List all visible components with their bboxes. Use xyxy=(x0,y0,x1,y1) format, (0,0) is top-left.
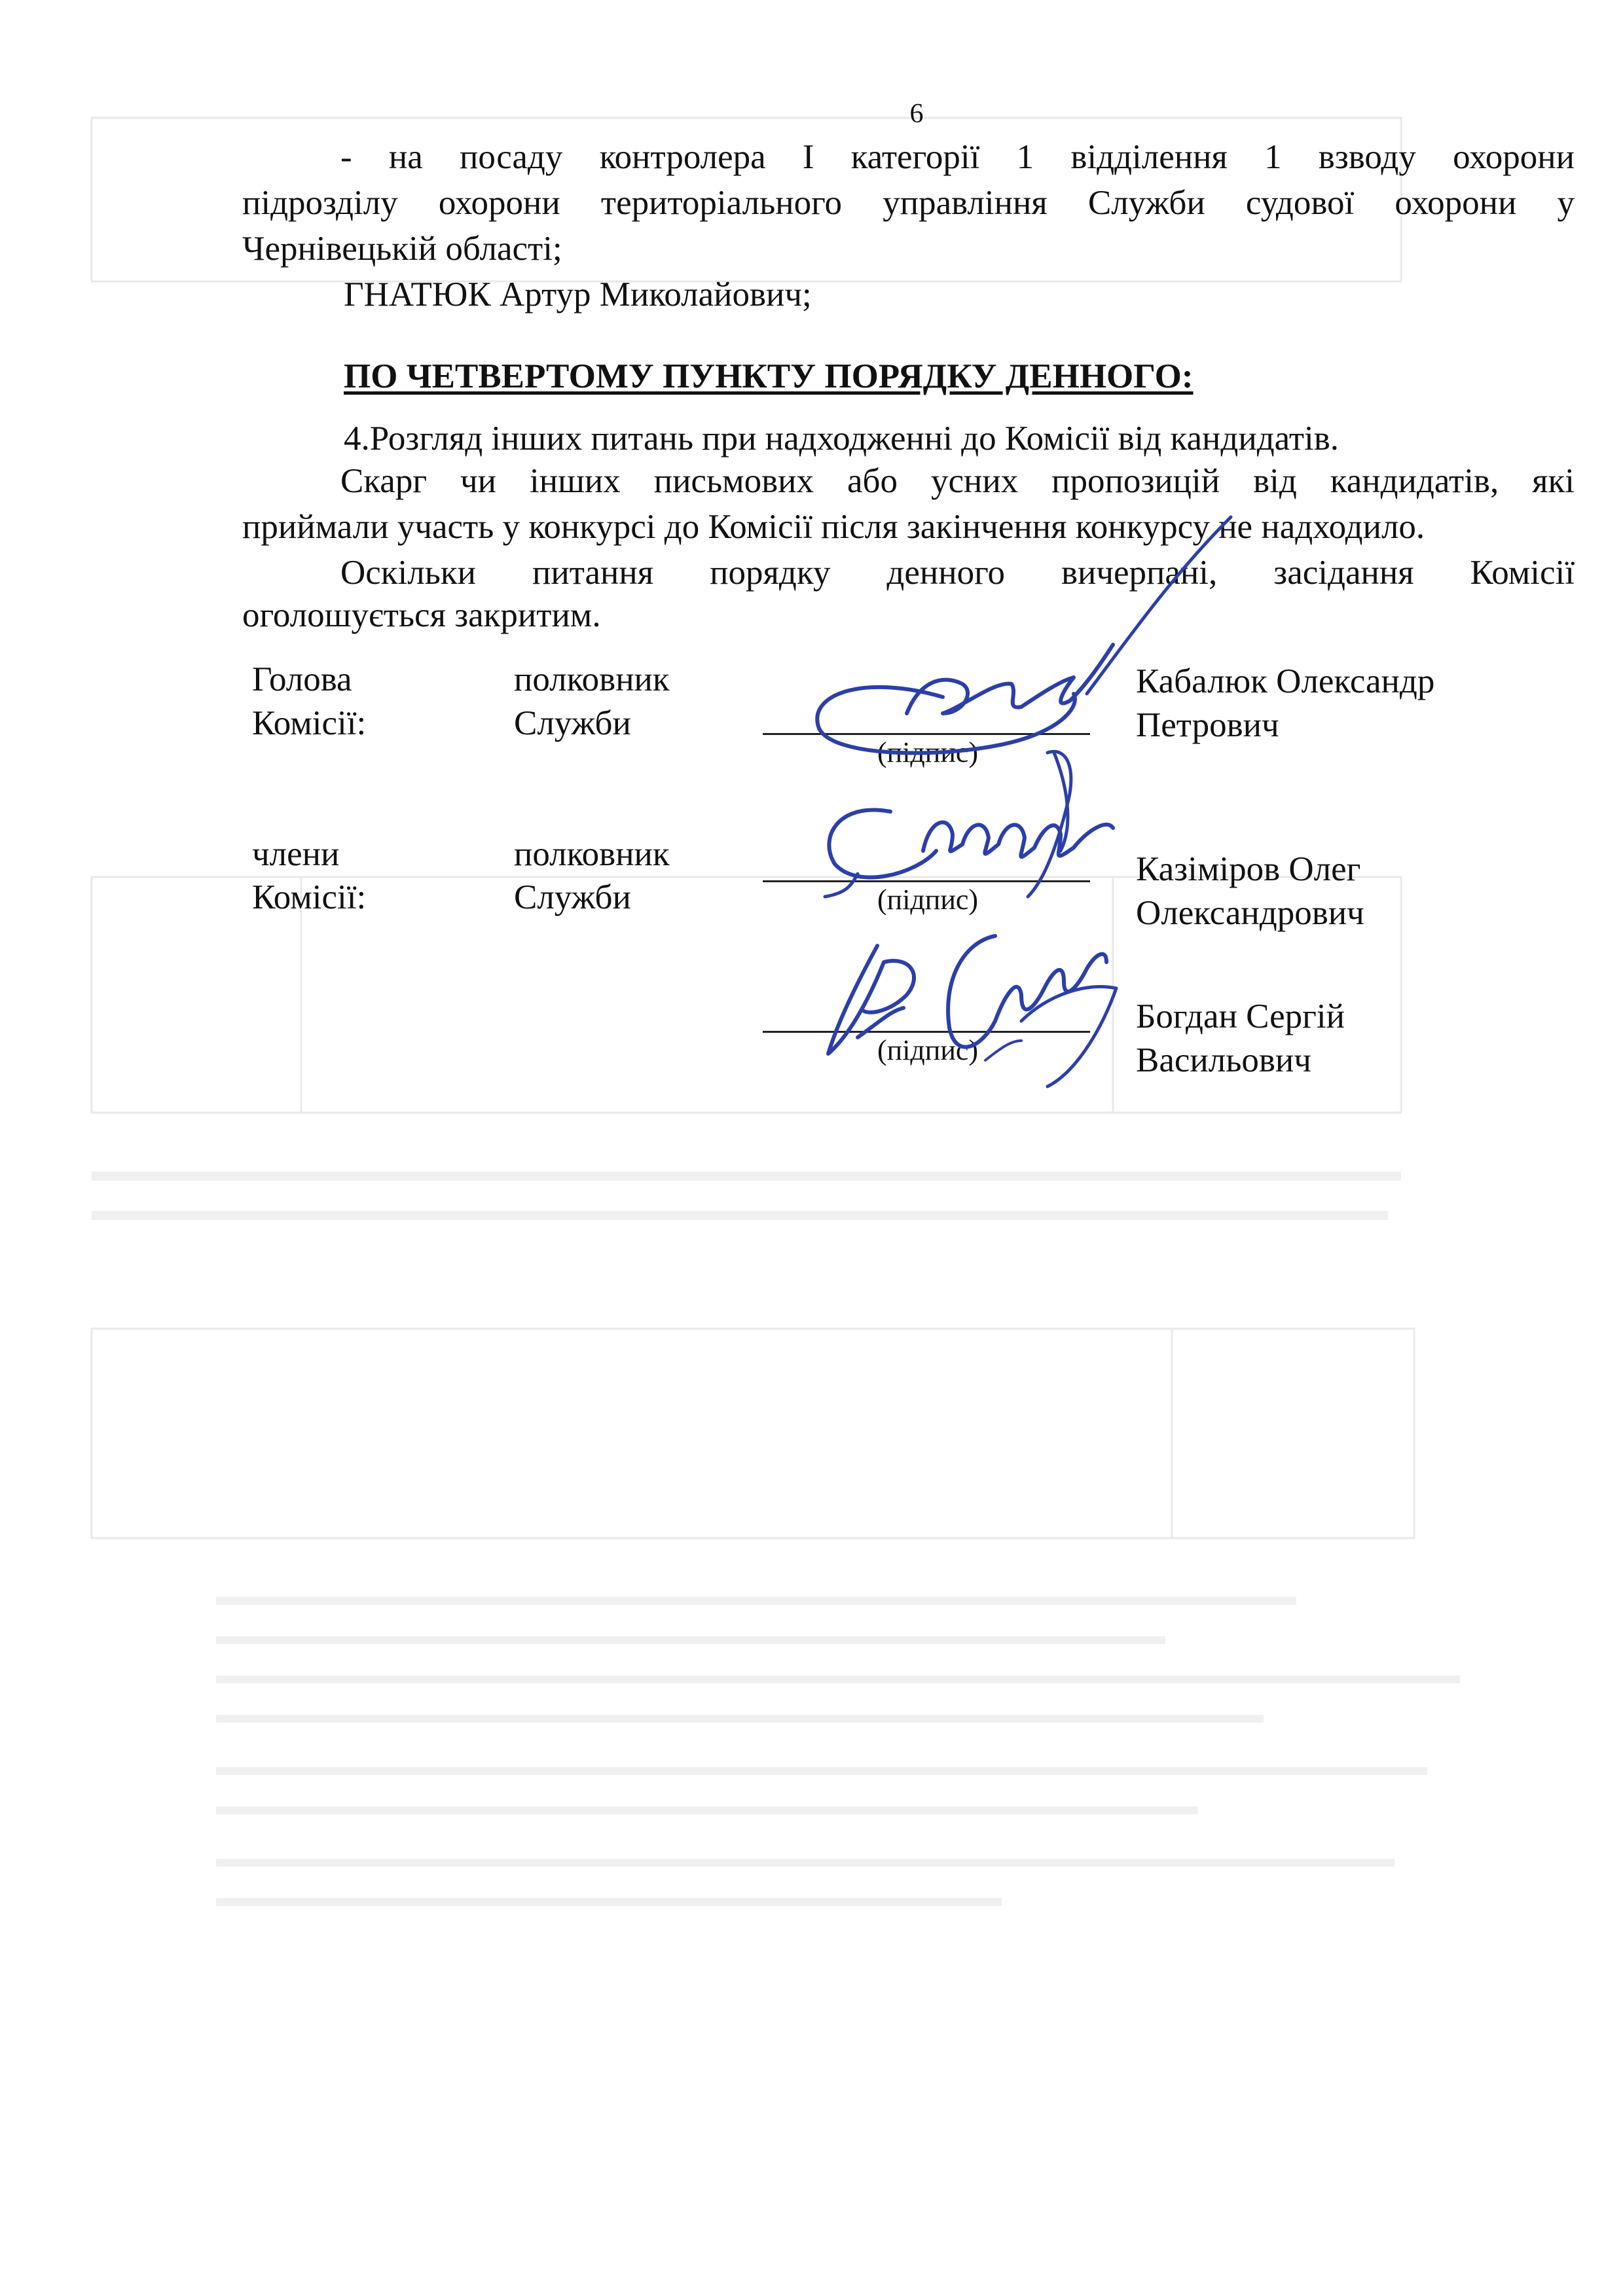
signer-name-line-2: Олександрович xyxy=(1136,894,1364,932)
role-line-1: члени xyxy=(252,835,340,873)
signature-3-stroke xyxy=(1021,986,1116,1086)
signature-3-stroke xyxy=(858,1008,903,1037)
rank-line-2: Служби xyxy=(514,878,631,916)
signature-3-stroke xyxy=(985,1041,1021,1060)
candidate-name: ГНАТЮК Артур Миколайович; xyxy=(344,276,812,314)
signature-2-stroke xyxy=(923,822,1113,857)
signer-name-line-1: Кабалюк Олександр xyxy=(1136,662,1435,700)
signature-2-stroke xyxy=(825,874,858,897)
complaints-line-1: Скарг чи інших письмових або усних пропозицій від кандидатів, які xyxy=(340,462,1575,500)
signature-2-stroke xyxy=(829,810,936,877)
signature-line xyxy=(763,1031,1090,1033)
signer-name-line-2: Петрович xyxy=(1136,706,1279,744)
closing-line-1: Оскільки питання порядку денного вичерпані, засідання Комісії xyxy=(340,554,1575,592)
page-number: 6 xyxy=(909,99,924,129)
signature-caption: (підпис) xyxy=(877,1034,979,1066)
signature-line xyxy=(763,733,1090,735)
rank-line-2: Служби xyxy=(514,704,631,742)
rank-line-1: полковник xyxy=(514,660,670,698)
signature-2-stroke xyxy=(1028,751,1071,897)
body-item-line-1: - на посаду контролера І категорії 1 відділення 1 взводу охорони xyxy=(340,138,1575,176)
signer-name-line-1: Казіміров Олег xyxy=(1136,850,1361,888)
signature-1-stroke xyxy=(907,645,1113,713)
signer-name-line-1: Богдан Сергій xyxy=(1136,997,1345,1035)
closing-line-2: оголошується закритим. xyxy=(242,596,601,634)
body-item-line-3: Чернівецькій області; xyxy=(242,230,562,268)
section-heading: ПО ЧЕТВЕРТОМУ ПУНКТУ ПОРЯДКУ ДЕННОГО: xyxy=(344,357,1194,395)
signature-1-stroke xyxy=(1054,753,1068,851)
signature-caption: (підпис) xyxy=(877,884,979,916)
signer-name-line-2: Васильович xyxy=(1136,1041,1311,1079)
role-line-2: Комісії: xyxy=(252,704,367,742)
signature-caption: (підпис) xyxy=(877,736,979,768)
point-4-text: 4.Розгляд інших питань при надходженні до Комісії від кандидатів. xyxy=(344,420,1339,457)
signature-line xyxy=(763,880,1090,882)
role-line-1: Голова xyxy=(252,660,352,698)
complaints-line-2: приймали участь у конкурсі до Комісії після закінчення конкурсу не надходило. xyxy=(242,508,1425,546)
rank-line-1: полковник xyxy=(514,835,670,873)
body-item-line-2: підрозділу охорони територіального управління Служби судової охорони у xyxy=(242,184,1575,222)
role-line-2: Комісії: xyxy=(252,878,367,916)
